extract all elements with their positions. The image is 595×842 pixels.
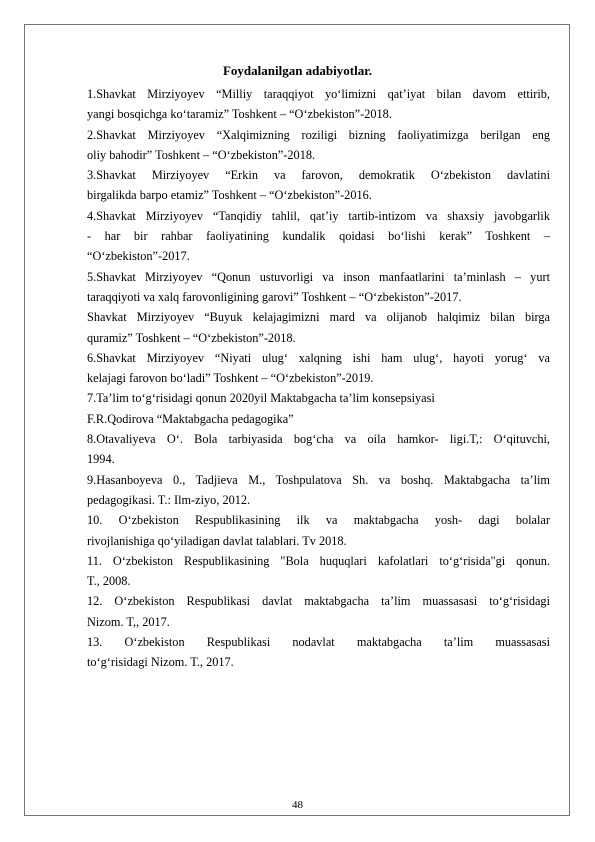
reference-line: 2.Shavkat Mirziyoyev “Xalqimizning roziligi bizning faoliyatimizga berilgan eng [87,127,550,142]
reference-line: 8.Otavaliyeva O‘. Bola tarbiyasida bog‘cha va oila hamkor- ligi.T,: O‘qituvchi, [87,432,550,447]
reference-line: 5.Shavkat Mirziyoyev “Qonun ustuvorligi va inson manfaatlarini ta’minlash – yurt [87,269,550,284]
reference-line: 9.Hasanboyeva 0., Tadjieva M., Toshpulatova Sh. va boshq. Maktabgacha ta’lim [87,472,550,487]
reference-line: 3.Shavkat Mirziyoyev “Erkin va farovon, demokratik O‘zbekiston davlatini [87,168,550,183]
page-title: Foydalanilgan adabiyotlar. [222,63,373,78]
reference-line: 1.Shavkat Mirziyoyev “Milliy taraqqiyot yo‘limizni qat’iyat bilan davom ettirib, [87,87,550,101]
page-number: 48 [292,799,303,811]
reference-line: “O‘zbekiston”-2017. [87,249,190,264]
reference-line: 4.Shavkat Mirziyoyev “Tanqidiy tahlil, qat’iy tartib-intizom va shaxsiy javobgarlik [87,208,550,223]
reference-line: 13. O‘zbekiston Respublikasi nodavlat maktabgacha ta’lim muassasasi [87,635,550,650]
reference-line: T., 2008. [87,574,131,589]
reference-line: F.R.Qodirova “Maktabgacha pedagogika” [87,411,294,426]
reference-line: kelajagi farovon bo‘ladi” Toshkent – “O‘zbekiston”-2019. [87,371,374,386]
reference-line: 1994. [87,452,115,467]
reference-line: birgalikda barpo etamiz” Toshkent – “O‘zbekiston”-2016. [87,188,372,203]
reference-line: 6.Shavkat Mirziyoyev “Niyati ulug‘ xalqning ishi ham ulug‘, hayoti yorug‘ va [87,350,550,365]
reference-line: yangi bosqichga ko‘taramiz” Toshkent – “O‘zbekiston”-2018. [87,107,392,122]
reference-line: 7.Ta’lim to‘g‘risidagi qonun 2020yil Maktabgacha ta’lim konsepsiyasi [87,391,435,406]
reference-line: Shavkat Mirziyoyev “Buyuk kelajagimizni mard va olijanob halqimiz bilan birga [87,310,550,325]
reference-line: pedagogikasi. T.: Ilm-ziyo, 2012. [87,492,251,507]
reference-line: oliy bahodir” Toshkent – “O‘zbekiston”-2018. [87,147,316,162]
reference-line: taraqqiyoti va xalq farovonligining garovi” Toshkent – “O‘zbekiston”-2017. [87,289,462,304]
reference-line: - har bir rahbar faoliyatining kundalik qoidasi bo‘lishi kerak” Toshkent – [87,229,550,244]
reference-line: quramiz” Toshkent – “O‘zbekiston”-2018. [87,330,296,345]
references-list [87,84,550,673]
reference-line: rivojlanishiga qo‘yiladigan davlat talablari. Tv 2018. [87,533,347,548]
reference-line: 11. O‘zbekiston Respublikasining "Bola huquqlari kafolatlari to‘g‘risida"gi qonun. [87,553,550,568]
reference-line: Nizom. T,, 2017. [87,614,170,629]
reference-line: 10. O‘zbekiston Respublikasining ilk va maktabgacha yosh- dagi bolalar [87,513,550,528]
reference-line: to‘g‘risidagi Nizom. T., 2017. [87,655,234,670]
reference-line: 12. O‘zbekiston Respublikasi davlat maktabgacha ta’lim muassasasi to‘g‘risidagi [87,594,550,609]
